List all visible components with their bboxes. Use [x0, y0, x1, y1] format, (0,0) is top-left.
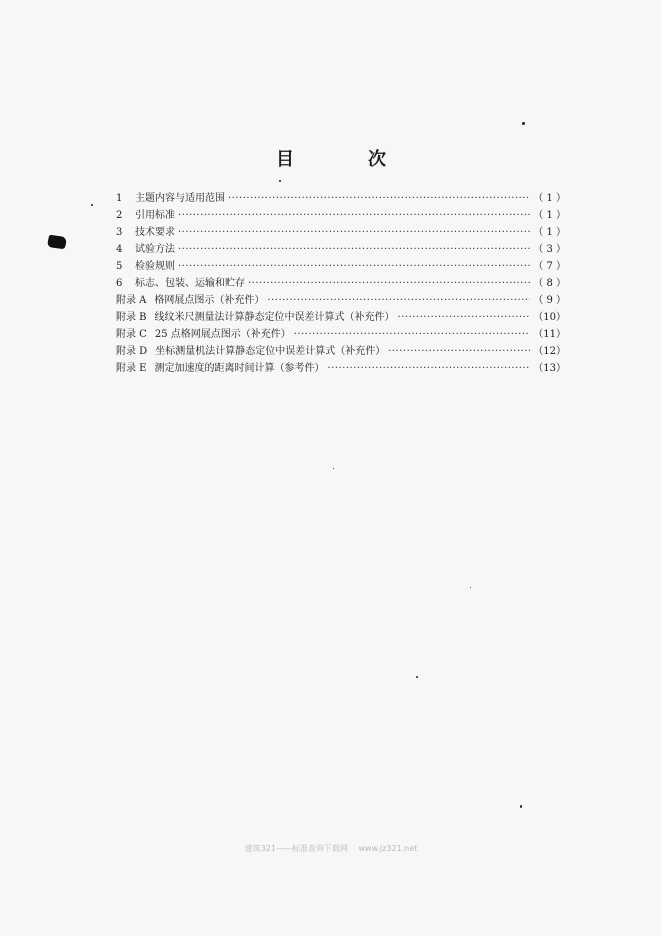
- toc-entry-label: 技术要求: [135, 227, 175, 238]
- toc-entry-number: 附录 A: [116, 295, 147, 306]
- toc-entry-label: 坐标测量机法计算静态定位中误差计算式（补充件）: [155, 346, 386, 357]
- toc-entry-number: 5: [116, 261, 123, 272]
- toc-entry-page: （ 7 ）: [533, 261, 566, 272]
- toc-leader-dots: [267, 292, 530, 309]
- toc-leader-dots: [228, 190, 530, 207]
- toc-entry-page: （12）: [533, 346, 566, 357]
- toc-entry-label: 主题内容与适用范围: [135, 193, 225, 204]
- ink-blot: [47, 235, 68, 250]
- speck: [279, 180, 281, 182]
- toc-entry-number: 附录 E: [116, 363, 147, 374]
- toc-entry[interactable]: [116, 224, 566, 241]
- toc-entry-page: （ 9 ）: [533, 295, 566, 306]
- toc-entry[interactable]: [116, 275, 566, 292]
- toc-entry-page: （ 1 ）: [533, 210, 566, 221]
- toc-leader-dots: [178, 224, 530, 241]
- speck: [470, 587, 471, 588]
- toc-entry-number: 6: [116, 278, 123, 289]
- toc-entry-page: （13）: [533, 363, 566, 374]
- toc-entry[interactable]: [116, 207, 566, 224]
- speck: [522, 122, 525, 125]
- toc-entry[interactable]: [116, 241, 566, 258]
- toc-leader-dots: [178, 241, 530, 258]
- toc-leader-dots: [178, 258, 530, 275]
- toc-entry[interactable]: [116, 343, 566, 360]
- toc-leader-dots: [327, 360, 530, 377]
- toc-entry[interactable]: [116, 326, 566, 343]
- toc-entry-number: 附录 C: [116, 329, 147, 340]
- toc-entry-label: 检验规则: [135, 261, 175, 272]
- watermark-footer: 建筑321——标准查询下载网 www.jz321.net: [244, 844, 418, 853]
- toc-entry[interactable]: [116, 360, 566, 377]
- toc-entry-page: （ 1 ）: [533, 227, 566, 238]
- toc-leader-dots: [178, 207, 530, 224]
- toc-entry[interactable]: [116, 309, 566, 326]
- toc-entry-number: 2: [116, 210, 123, 221]
- toc-entry-number: 1: [116, 193, 123, 204]
- toc-entry-page: （ 3 ）: [533, 244, 566, 255]
- toc-entry[interactable]: [116, 292, 566, 309]
- toc-entry[interactable]: [116, 258, 566, 275]
- toc-entry-label: 线纹米尺测量法计算静态定位中误差计算式（补充件）: [154, 312, 395, 323]
- toc-leader-dots: [388, 343, 530, 360]
- toc-entry-number: 附录 B: [116, 312, 147, 323]
- speck: [333, 468, 334, 469]
- page-title: 目 次: [276, 149, 414, 170]
- toc-leader-dots: [294, 326, 531, 343]
- table-of-contents: [116, 190, 566, 377]
- toc-entry-page: （ 1 ）: [533, 193, 566, 204]
- speck: [520, 805, 522, 808]
- toc-leader-dots: [248, 275, 530, 292]
- toc-entry-page: （10）: [533, 312, 566, 323]
- toc-entry-number: 附录 D: [116, 346, 148, 357]
- toc-leader-dots: [398, 309, 531, 326]
- toc-entry-number: 3: [116, 227, 123, 238]
- toc-entry-label: 格网展点图示（补充件）: [154, 295, 265, 306]
- toc-entry-label: 标志、包装、运输和贮存: [135, 278, 245, 289]
- toc-entry-page: （11）: [533, 329, 566, 340]
- speck: [91, 204, 93, 206]
- toc-entry-page: （ 8 ）: [533, 278, 566, 289]
- toc-entry-number: 4: [116, 244, 123, 255]
- toc-entry-label: 引用标准: [135, 210, 175, 221]
- toc-entry-label: 测定加速度的距离时间计算（参考件）: [154, 363, 325, 374]
- toc-entry-label: 试验方法: [135, 244, 175, 255]
- toc-entry-label: 25 点格网展点图示（补充件）: [154, 329, 291, 340]
- speck: [416, 676, 418, 678]
- toc-entry[interactable]: [116, 190, 566, 207]
